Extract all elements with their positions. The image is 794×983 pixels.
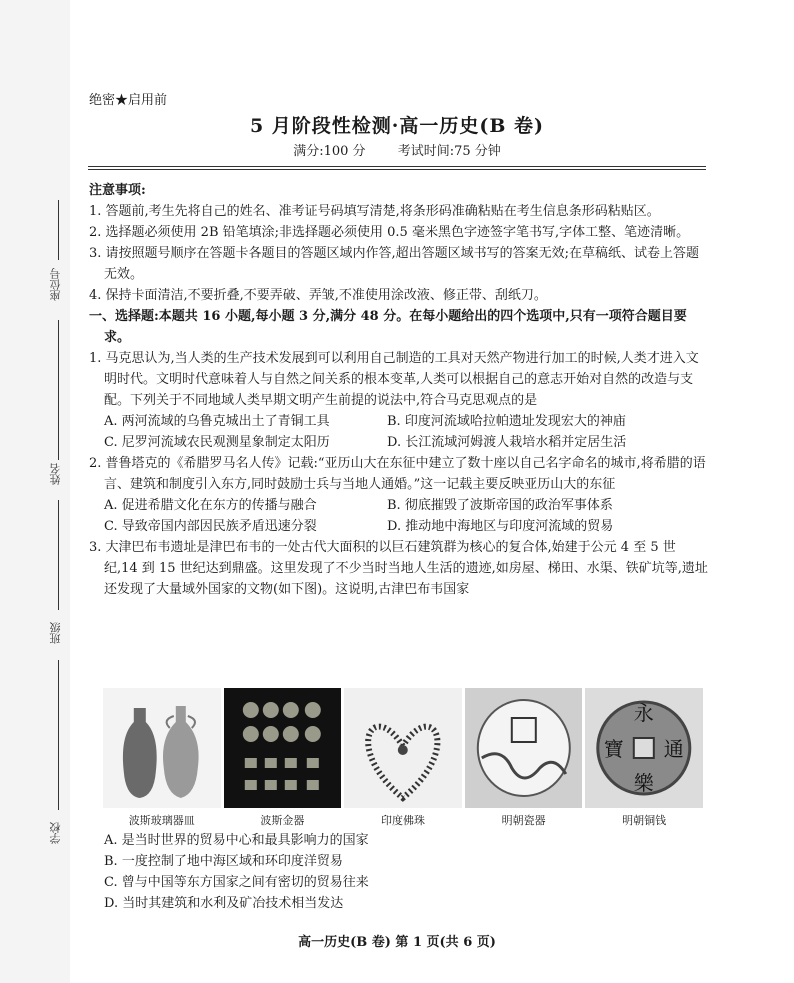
school-label: 学校 [49,822,62,844]
name-line-top [58,320,59,460]
secret-mark: 绝密★启用前 [89,93,168,108]
seat-label: 座位号 [49,268,62,301]
option-d: D. 当时其建筑和水利及矿冶技术相当发达 [104,896,344,911]
question-3-stem: 3. 大津巴布韦遗址是津巴布韦的一处古代大面积的以巨石建筑群为核心的复合体,始建于公元 4 至 5 世纪,14 到 15 世纪达到鼎盛。这里发现了不少当时当地人生活的遗迹,如房屋、梯田、水渠、铁矿坑等,遗址还发现了大量域外国家的文物(如下图)。这说明,古津巴布韦国家 [89,540,708,597]
artifact-captions [103,812,703,828]
caption: 波斯玻璃器皿 [128,814,195,827]
exam-info [0,140,794,159]
option-c: C. 曾与中国等东方国家之间有密切的贸易往来 [104,875,369,890]
option-c: C. 尼罗河流域农民观测星象制定太阳历 [104,435,330,450]
option-a: A. 促进希腊文化在东方的传播与融合 [104,498,317,513]
full-score: 满分:100 分 [293,144,366,159]
notice-item: 3. 请按照题号顺序在答题卡各题目的答题区域内作答,超出答题区域书写的答案无效;在草稿纸、试卷上答题无效。 [89,246,700,282]
section-heading: 一、选择题:本题共 16 小题,每小题 3 分,满分 48 分。在每小题给出的四个选项中,只有一项符合题目要求。 [89,309,687,345]
caption: 明朝铜钱 [622,814,667,827]
persian-glass-image [103,688,221,808]
option-a: A. 两河流域的乌鲁克城出土了青铜工具 [104,414,330,429]
notice-item: 1. 答题前,考生先将自己的姓名、准考证号码填写清楚,将条形码准确粘贴在考生信息条形码粘贴区。 [89,204,660,219]
caption: 印度佛珠 [380,814,425,827]
artifact-images [103,688,703,808]
coin-char-bottom: 樂 [634,771,655,795]
question-1-options [89,411,709,453]
question-3-options [89,830,709,914]
coin-char-right: 通 [664,737,685,761]
notice-item: 2. 选择题必须使用 2B 铅笔填涂;非选择题必须使用 0.5 毫米黑色字迹签字笔书写,字体工整、笔迹清晰。 [89,225,690,240]
question-1-stem: 1. 马克思认为,当人类的生产技术发展到可以利用自己制造的工具对天然产物进行加工的时候,人类才进入文明时代。文明时代意味着人与自然之间关系的根本变革,人类可以根据自己的意志开始对自然的改造与支配。下列关于不同地域人类早期文明产生前提的说法中,符合马克思观点的是 [89,351,699,408]
notice-heading: 注意事项: [89,183,146,198]
name-label: 姓名 [49,463,62,485]
notice-item: 4. 保持卡面清洁,不要折叠,不要弄破、弄皱,不准使用涂改液、修正带、刮纸刀。 [89,288,547,303]
coin-char-top: 永 [634,701,655,725]
option-a: A. 是当时世界的贸易中心和最具影响力的国家 [104,833,369,848]
page-title: 5 月阶段性检测·高一历史(B 卷) [249,115,545,137]
coin-char-left: 寶 [604,737,625,761]
class-line-top [58,500,59,610]
ming-coin-image [585,688,703,808]
option-b: B. 彻底摧毁了波斯帝国的政治军事体系 [387,498,613,513]
page-footer: 高一历史(B 卷) 第 1 页(共 6 页) [298,935,496,950]
option-d: D. 长江流域河姆渡人栽培水稻并定居生活 [387,435,627,450]
header-rule-bottom [88,169,706,170]
notice-block [89,180,709,600]
school-line-top [58,660,59,810]
question-2-options [89,495,709,537]
persian-gold-image [224,688,342,808]
seat-line [58,200,59,260]
option-d: D. 推动地中海地区与印度河流域的贸易 [387,519,614,534]
ming-porcelain-image [465,688,583,808]
question-2-stem: 2. 普鲁塔克的《希腊罗马名人传》记载:“亚历山大在东征中建立了数十座以自己名字命名的城市,将希腊的语言、建筑和制度引入东方,同时鼓励士兵与当地人通婚。”这一记载主要反映亚历山大的东征 [89,456,706,492]
caption: 波斯金器 [260,814,305,827]
option-b: B. 一度控制了地中海区域和环印度洋贸易 [104,854,343,869]
exam-time: 考试时间:75 分钟 [397,144,501,159]
indian-beads-image [344,688,462,808]
class-label: 班级 [49,622,62,644]
option-c: C. 导致帝国内部因民族矛盾迅速分裂 [104,519,317,534]
option-b: B. 印度河流域哈拉帕遗址发现宏大的神庙 [387,414,626,429]
header-rule-top [88,166,706,167]
caption: 明朝瓷器 [501,814,546,827]
